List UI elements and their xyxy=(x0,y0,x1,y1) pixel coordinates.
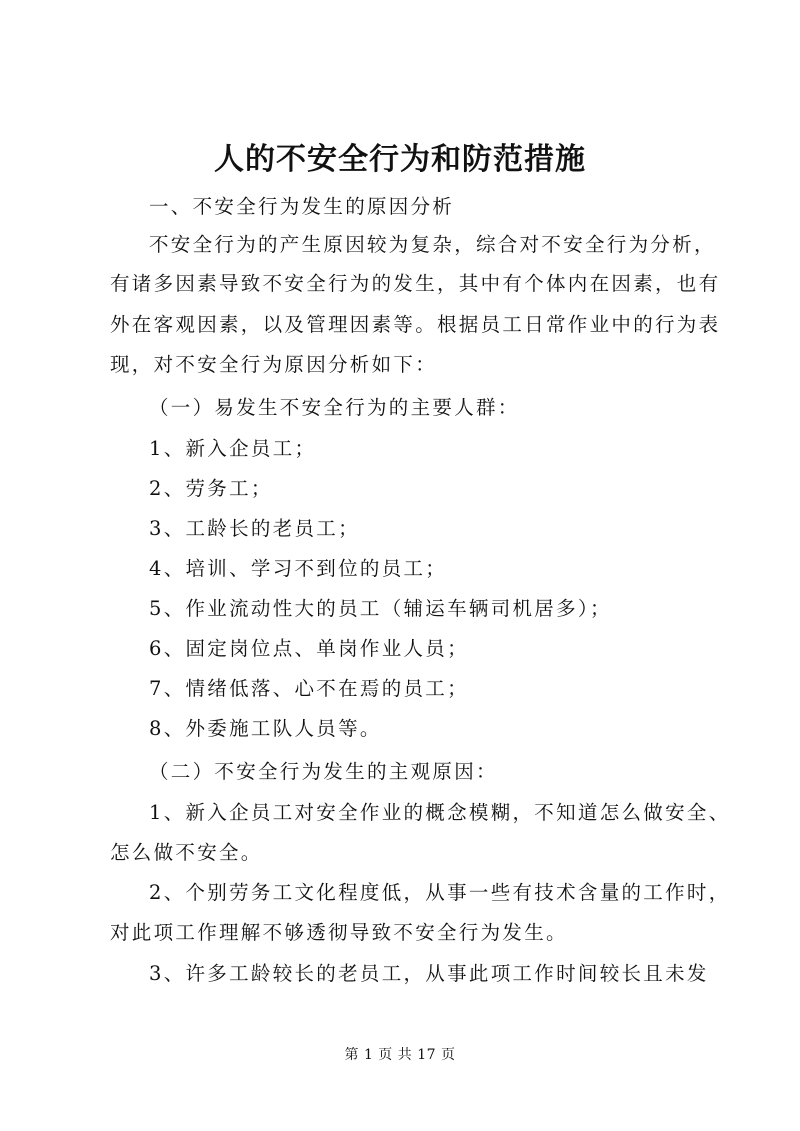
list-item: 7、情绪低落、心不在焉的员工； xyxy=(149,677,469,700)
list-item: 5、作业流动性大的员工（辅运车辆司机居多）； xyxy=(149,597,612,620)
paragraph-line: 2、个别劳务工文化程度低，从事一些有技术含量的工作时， xyxy=(149,881,731,904)
paragraph-line: 怎么做不安全。 xyxy=(110,841,263,864)
paragraph-line: 1、新入企员工对安全作业的概念模糊，不知道怎么做安全、 xyxy=(149,801,731,824)
document-title: 人的不安全行为和防范措施 xyxy=(214,142,586,177)
paragraph-line: 外在客观因素，以及管理因素等。根据员工日常作业中的行为表 xyxy=(110,313,721,336)
list-item: 2、劳务工； xyxy=(149,477,273,500)
paragraph-line: 现，对不安全行为原因分析如下： xyxy=(110,353,438,376)
list-item: 4、培训、学习不到位的员工； xyxy=(149,557,448,580)
list-item: 3、工龄长的老员工； xyxy=(149,517,360,540)
list-item: 8、外委施工队人员等。 xyxy=(149,717,382,740)
subsection-heading-2: （二）不安全行为发生的主观原因： xyxy=(149,760,498,783)
paragraph-line: 有诸多因素导致不安全行为的发生，其中有个体内在因素，也有 xyxy=(110,272,721,295)
subsection-heading-1: （一）易发生不安全行为的主要人群： xyxy=(149,396,520,419)
page-number-footer: 第 1 页 共 17 页 xyxy=(344,1047,456,1063)
paragraph-line: 对此项工作理解不够透彻导致不安全行为发生。 xyxy=(110,921,568,944)
list-item: 1、新入企员工； xyxy=(149,437,317,460)
paragraph-line: 3、许多工龄较长的老员工，从事此项工作时间较长且未发 xyxy=(149,962,709,985)
section-heading-1: 一、不安全行为发生的原因分析 xyxy=(149,195,455,218)
paragraph-line: 不安全行为的产生原因较为复杂，综合对不安全行为分析， xyxy=(149,233,716,256)
list-item: 6、固定岗位点、单岗作业人员； xyxy=(149,637,469,660)
